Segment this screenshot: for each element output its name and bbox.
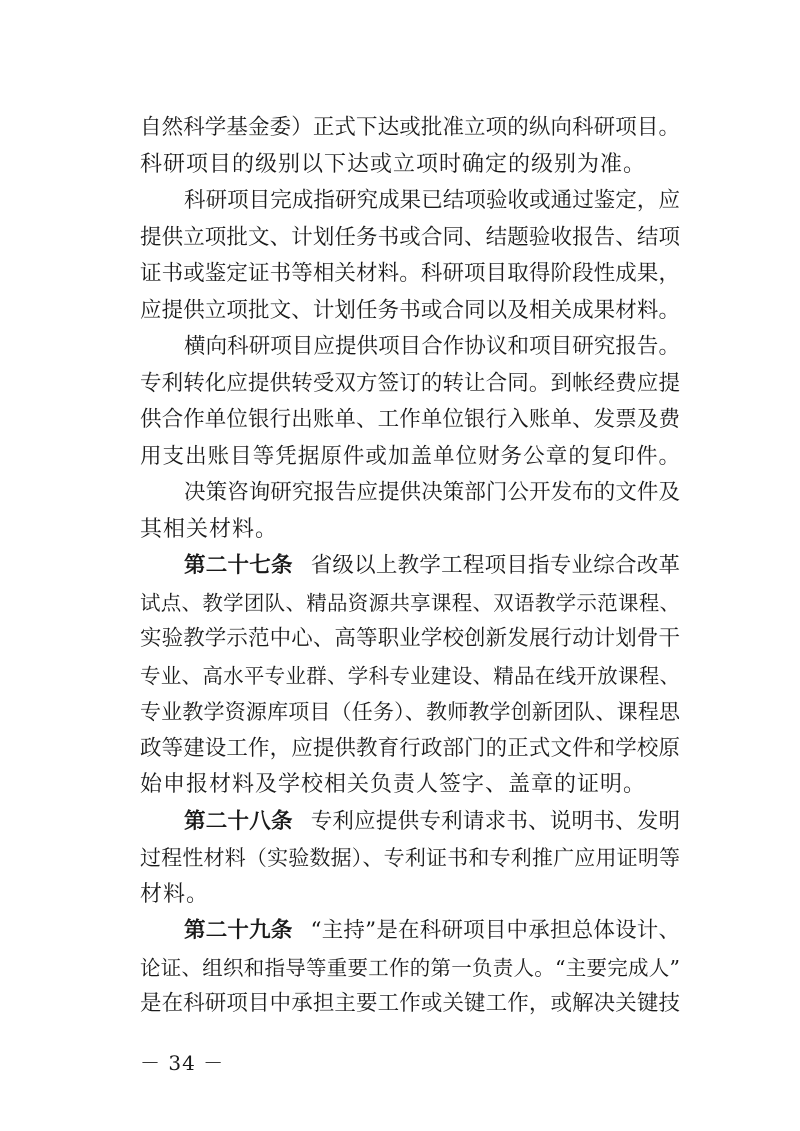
text-line: 专业、高水平专业群、学科专业建设、精品在线开放课程、 <box>140 664 680 688</box>
text-line: 论证、组织和指导等重要工作的第一负责人。“主要完成人” <box>140 956 680 980</box>
text-line: 试点、教学团队、精品资源共享课程、双语教学示范课程、 <box>140 591 680 615</box>
text-line: 提供立项批文、计划任务书或合同、结题验收报告、结项 <box>140 225 680 250</box>
text-span: 省级以上教学工程项目指专业综合改革 <box>310 553 680 578</box>
text-line: 专利转化应提供转受双方签订的转让合同。到帐经费应提 <box>140 371 680 396</box>
text-line: 专业教学资源库项目（任务）、教师教学创新团队、课程思 <box>140 700 680 724</box>
text-line: 供合作单位银行出账单、工作单位银行入账单、发票及费 <box>140 407 680 432</box>
text-line: 科研项目的级别以下达或立项时确定的级别为准。 <box>140 152 647 177</box>
page-number: － 34 － <box>140 1051 225 1075</box>
text-span: 专利应提供专利请求书、说明书、发明 <box>310 809 680 834</box>
text-line: 决策咨询研究报告应提供决策部门公开发布的文件及 <box>184 480 680 505</box>
text-line: 实验教学示范中心、高等职业学校创新发展行动计划骨干 <box>140 626 680 651</box>
article-heading: 第二十八条 <box>184 809 293 834</box>
text-line: 证书或鉴定证书等相关材料。科研项目取得阶段性成果， <box>140 261 680 286</box>
text-line: 是在科研项目中承担主要工作或关键工作，或解决关键技 <box>140 991 680 1016</box>
article-28-line <box>184 808 680 836</box>
text-line: 政等建设工作，应提供教育行政部门的正式文件和学校原 <box>140 736 680 761</box>
text-line: 自然科学基金委）正式下达或批准立项的纵向科研项目。 <box>140 115 680 140</box>
text-line: 科研项目完成指研究成果已结项验收或通过鉴定，应 <box>184 188 680 213</box>
text-line: 过程性材料（实验数据）、专利证书和专利推广应用证明等 <box>140 846 680 870</box>
article-heading: 第二十九条 <box>184 918 293 943</box>
text-line: 应提供立项批文、计划任务书或合同以及相关成果材料。 <box>140 298 680 323</box>
article-heading: 第二十七条 <box>184 553 293 578</box>
text-line: 材料。 <box>140 882 210 907</box>
article-27-line <box>184 552 680 580</box>
text-line: 其相关材料。 <box>140 517 279 542</box>
article-29-line <box>184 917 680 945</box>
text-line: 始申报材料及学校相关负责人签字、盖章的证明。 <box>140 772 647 797</box>
text-line: 用支出账目等凭据原件或加盖单位财务公章的复印件。 <box>140 444 680 469</box>
text-span: “主持”是在科研项目中承担总体设计、 <box>310 918 680 943</box>
text-line: 横向科研项目应提供项目合作协议和项目研究报告。 <box>184 334 680 359</box>
